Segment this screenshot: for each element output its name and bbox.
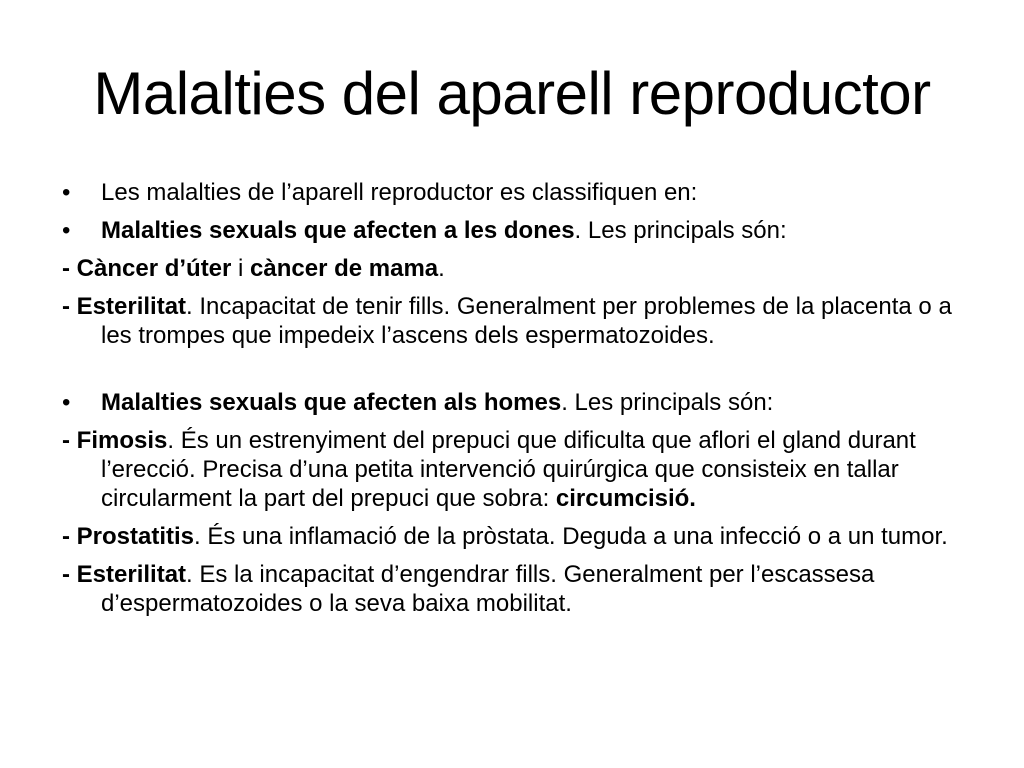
spacer (62, 359, 972, 388)
cancer-mama-label: càncer de mama (250, 255, 439, 282)
bullet-women-heading (62, 216, 972, 245)
item-men-prostatitis (62, 522, 972, 551)
slide-title: Malalties del aparell reproductor (93, 60, 931, 127)
cancer-connector: i (231, 255, 251, 282)
bullet-men-heading (62, 388, 972, 417)
phimosis-text: . És un estrenyiment del prepuci que dificulta que aflori el gland durant l’erecció. Precisa d’una petita intervenció quirúrgica que consisteix en tallar circularment la part del prepuci que sobra: (101, 427, 916, 512)
women-sterility-text: . Incapacitat de tenir fills. Generalment per problemes de la placenta o a les trompes que impedeix l’ascens dels espermatozoides. (101, 293, 952, 349)
bullet-marker: • (62, 179, 71, 206)
prostatitis-label: - Prostatitis (62, 523, 195, 550)
bullet-marker: • (62, 389, 71, 416)
item-women-sterility (62, 292, 972, 350)
women-heading-rest: . Les principals són: (574, 217, 787, 244)
cancer-end: . (438, 255, 445, 282)
men-sterility-text: . Es la incapacitat d’engendrar fills. Generalment per l’escassesa d’espermatozoides o la seva baixa mobilitat. (101, 561, 875, 617)
men-heading-bold: Malalties sexuals que afecten als homes (101, 389, 562, 416)
bullet-intro (62, 178, 972, 207)
item-women-cancer (62, 254, 972, 283)
prostatitis-text: . És una inflamació de la pròstata. Deguda a una infecció o a un tumor. (194, 523, 948, 550)
cancer-uter-label: - Càncer d’úter (62, 255, 232, 282)
intro-text: Les malalties de l’aparell reproductor es classifiquen en: (101, 179, 698, 206)
men-sterility-label: - Esterilitat (62, 561, 187, 588)
women-heading-bold: Malalties sexuals que afecten a les dones (101, 217, 575, 244)
men-heading-rest: . Les principals són: (561, 389, 774, 416)
slide-body (62, 178, 972, 627)
phimosis-label: - Fimosis (62, 427, 168, 454)
phimosis-end-bold: circumcisió. (555, 485, 696, 512)
women-sterility-label: - Esterilitat (62, 293, 187, 320)
item-men-sterility (62, 560, 972, 618)
bullet-marker: • (62, 217, 71, 244)
item-men-phimosis (62, 426, 972, 513)
